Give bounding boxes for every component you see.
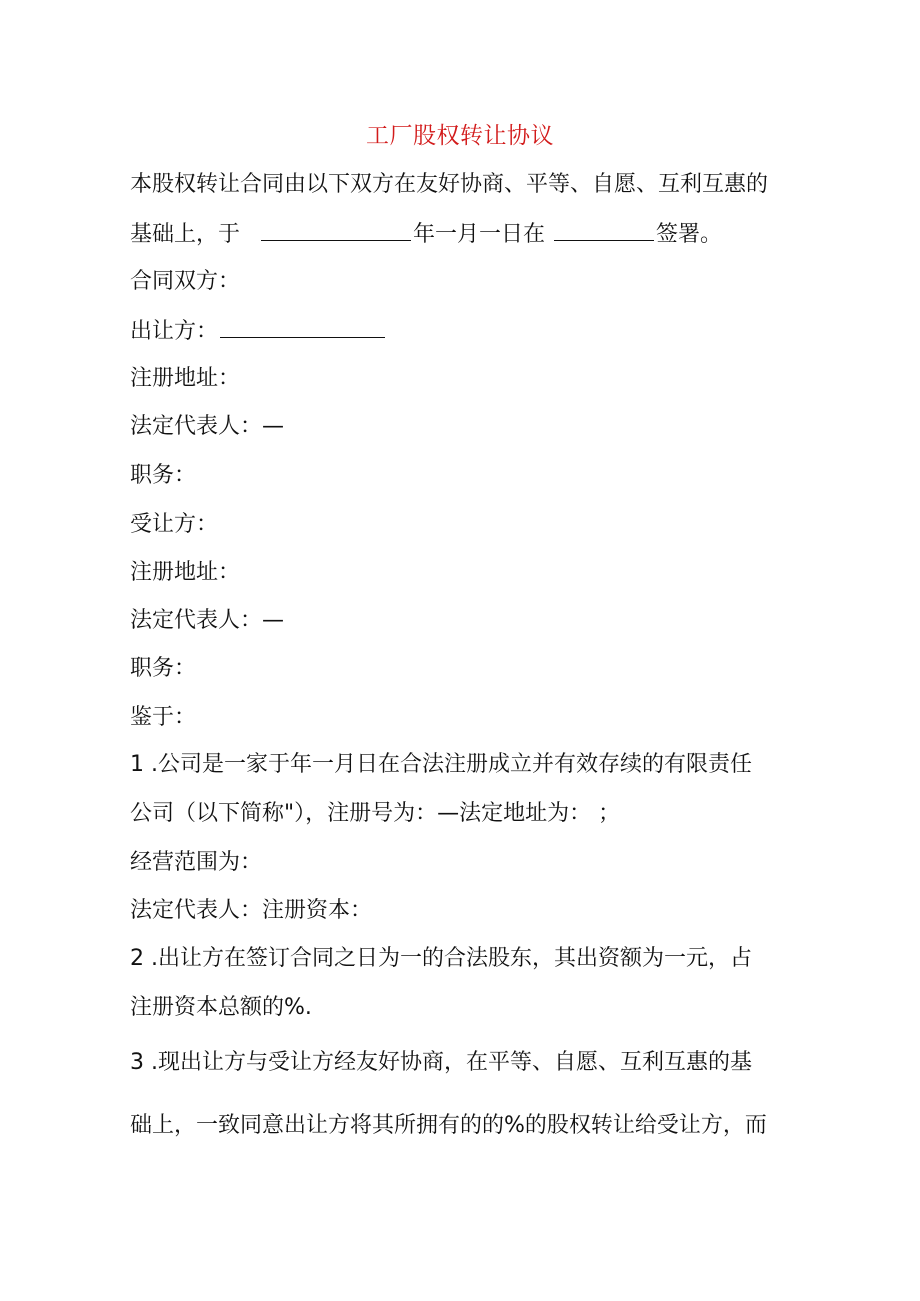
transferee-position: 职务： <box>130 656 197 681</box>
transferor-line <box>130 315 387 347</box>
intro-line-2-part-a: 基础上，于 <box>130 222 241 247</box>
item-1-line-2: 公司（以下简称"），注册号为：—法定地址为： ； <box>130 801 621 826</box>
item-2-line-1: 2 .出让方在签订合同之日为一的合法股东，其出资额为一元，占 <box>130 946 752 971</box>
transferor-representative: 法定代表人：— <box>130 414 285 439</box>
whereas-heading: 鉴于： <box>130 705 197 730</box>
parties-heading: 合同双方： <box>130 269 241 294</box>
date-year-blank <box>261 218 411 241</box>
signing-place-blank <box>554 218 654 241</box>
item-3-line-1: 3 .现出让方与受让方经友好协商，在平等、自愿、互利互惠的基 <box>130 1050 752 1075</box>
transferor-label: 出让方： <box>130 319 219 344</box>
item-1-line-3: 经营范围为： <box>130 850 263 875</box>
intro-line-2 <box>130 218 722 250</box>
intro-line-2-part-b: 年一月一日在 <box>413 222 546 247</box>
item-1-line-1: 1 .公司是一家于年一月日在合法注册成立并有效存续的有限责任 <box>130 752 752 777</box>
transferee-representative: 法定代表人：— <box>130 608 285 633</box>
transferee-address: 注册地址： <box>130 560 241 585</box>
document-title: 工厂股权转让协议 <box>366 123 554 149</box>
item-1-line-4: 法定代表人：注册资本： <box>130 898 373 923</box>
intro-line-1: 本股权转让合同由以下双方在友好协商、平等、自愿、互利互惠的 <box>130 172 769 197</box>
transferee-label: 受让方： <box>130 512 219 537</box>
transferor-address: 注册地址： <box>130 366 241 391</box>
intro-line-2-part-c: 签署。 <box>656 222 723 247</box>
item-3-line-2: 础上，一致同意出让方将其所拥有的的%的股权转让给受让方，而 <box>130 1113 767 1138</box>
transferor-name-blank <box>220 315 385 338</box>
transferor-position: 职务： <box>130 463 197 488</box>
item-2-line-2: 注册资本总额的%. <box>130 995 312 1020</box>
